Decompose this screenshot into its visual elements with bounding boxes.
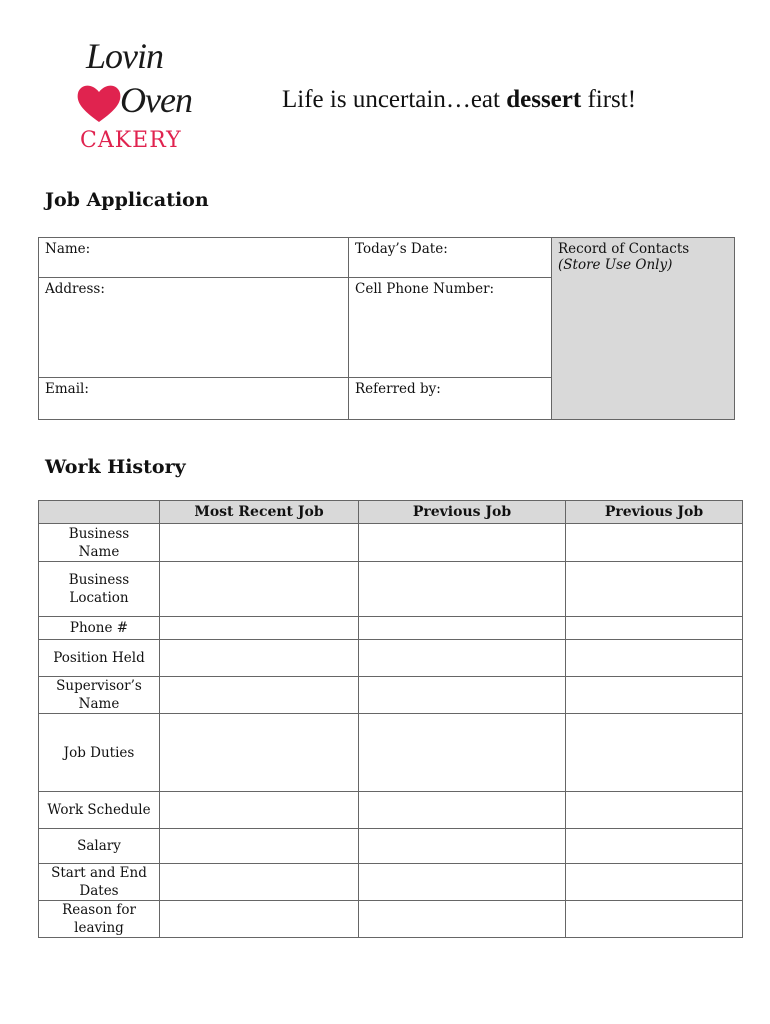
job-entry-cell[interactable] xyxy=(359,640,566,677)
job-entry-cell[interactable] xyxy=(160,617,359,640)
row-label-line: Business xyxy=(68,572,130,588)
job-entry-cell[interactable] xyxy=(160,829,359,864)
cell-phone-label: Cell Phone Number: xyxy=(355,281,495,297)
job-entry-cell[interactable] xyxy=(566,792,743,829)
table-row xyxy=(39,714,743,792)
row-label-line: leaving xyxy=(74,920,124,936)
row-label-line: Start and End xyxy=(51,865,147,881)
row-label xyxy=(39,829,160,864)
table-row xyxy=(39,792,743,829)
name-label: Name: xyxy=(45,241,91,257)
name-field[interactable] xyxy=(39,238,349,278)
row-label-line: Name xyxy=(78,696,120,712)
job-entry-cell[interactable] xyxy=(359,562,566,617)
row-label-line: Business xyxy=(68,525,130,542)
job-entry-cell[interactable] xyxy=(160,864,359,901)
table-row xyxy=(39,617,743,640)
job-entry-cell[interactable] xyxy=(160,562,359,617)
job-entry-cell[interactable] xyxy=(359,677,566,714)
row-label-line: Job Duties xyxy=(63,744,135,761)
column-header: Previous Job xyxy=(566,501,743,524)
address-field[interactable] xyxy=(39,278,349,378)
row-label xyxy=(39,562,160,617)
logo-text-oven: Oven xyxy=(120,80,192,120)
table-row xyxy=(39,524,743,562)
applicant-info-table xyxy=(38,237,735,420)
store-use-only-note: (Store Use Only) xyxy=(558,257,673,273)
job-application-title: Job Application xyxy=(45,189,209,211)
tagline xyxy=(282,86,636,114)
row-label xyxy=(39,524,160,562)
row-label-line: Name xyxy=(78,543,120,560)
job-entry-cell[interactable] xyxy=(566,562,743,617)
table-row xyxy=(39,640,743,677)
job-entry-cell[interactable] xyxy=(160,714,359,792)
row-label xyxy=(39,792,160,829)
company-logo xyxy=(76,34,208,156)
job-entry-cell[interactable] xyxy=(566,524,743,562)
work-history-table xyxy=(38,500,743,938)
heart-icon xyxy=(76,82,122,124)
table-row xyxy=(39,677,743,714)
address-label: Address: xyxy=(45,281,105,297)
column-header: Previous Job xyxy=(359,501,566,524)
table-row xyxy=(39,901,743,938)
row-label-line: Reason for xyxy=(62,902,136,918)
table-row xyxy=(39,864,743,901)
row-label-line: Phone # xyxy=(69,620,129,636)
job-entry-cell[interactable] xyxy=(160,524,359,562)
tagline-pre: Life is uncertain…eat xyxy=(282,86,507,113)
logo-text-cakery: CAKERY xyxy=(80,128,182,153)
row-label xyxy=(39,901,160,938)
record-of-contacts-label: Record of Contacts xyxy=(558,241,690,257)
column-header: Most Recent Job xyxy=(160,501,359,524)
job-entry-cell[interactable] xyxy=(566,677,743,714)
email-field[interactable] xyxy=(39,378,349,420)
row-label xyxy=(39,617,160,640)
row-label xyxy=(39,864,160,901)
row-label-line: Dates xyxy=(79,883,119,899)
tagline-bold: dessert xyxy=(506,86,582,113)
referred-by-field[interactable] xyxy=(349,378,552,420)
row-label-line: Location xyxy=(69,590,129,606)
email-label: Email: xyxy=(45,381,89,397)
job-entry-cell[interactable] xyxy=(160,792,359,829)
row-label xyxy=(39,640,160,677)
job-entry-cell[interactable] xyxy=(359,864,566,901)
job-entry-cell[interactable] xyxy=(359,829,566,864)
row-label-line: Position Held xyxy=(53,650,145,666)
job-entry-cell[interactable] xyxy=(359,901,566,938)
todays-date-field[interactable] xyxy=(349,238,552,278)
tagline-post: first! xyxy=(581,86,637,113)
job-entry-cell[interactable] xyxy=(359,714,566,792)
referred-by-label: Referred by: xyxy=(355,381,441,397)
todays-date-label: Today’s Date: xyxy=(355,241,448,257)
job-entry-cell[interactable] xyxy=(160,640,359,677)
job-entry-cell[interactable] xyxy=(160,677,359,714)
row-label xyxy=(39,677,160,714)
row-label-line: Work Schedule xyxy=(47,802,151,818)
job-entry-cell[interactable] xyxy=(566,864,743,901)
row-label-line: Supervisor’s xyxy=(56,678,142,694)
job-entry-cell[interactable] xyxy=(566,901,743,938)
logo-text-lovin: Lovin xyxy=(86,36,164,76)
job-entry-cell[interactable] xyxy=(566,640,743,677)
table-row xyxy=(39,562,743,617)
job-entry-cell[interactable] xyxy=(359,524,566,562)
header-blank-cell xyxy=(39,501,160,524)
job-entry-cell[interactable] xyxy=(359,617,566,640)
record-of-contacts-box xyxy=(552,238,735,420)
job-entry-cell[interactable] xyxy=(566,714,743,792)
work-history-header-row xyxy=(39,501,743,524)
job-entry-cell[interactable] xyxy=(359,792,566,829)
job-entry-cell[interactable] xyxy=(566,829,743,864)
work-history-title: Work History xyxy=(45,456,186,478)
table-row xyxy=(39,829,743,864)
job-entry-cell[interactable] xyxy=(566,617,743,640)
row-label-line: Salary xyxy=(77,838,121,854)
row-label xyxy=(39,714,160,792)
cell-phone-field[interactable] xyxy=(349,278,552,378)
job-entry-cell[interactable] xyxy=(160,901,359,938)
